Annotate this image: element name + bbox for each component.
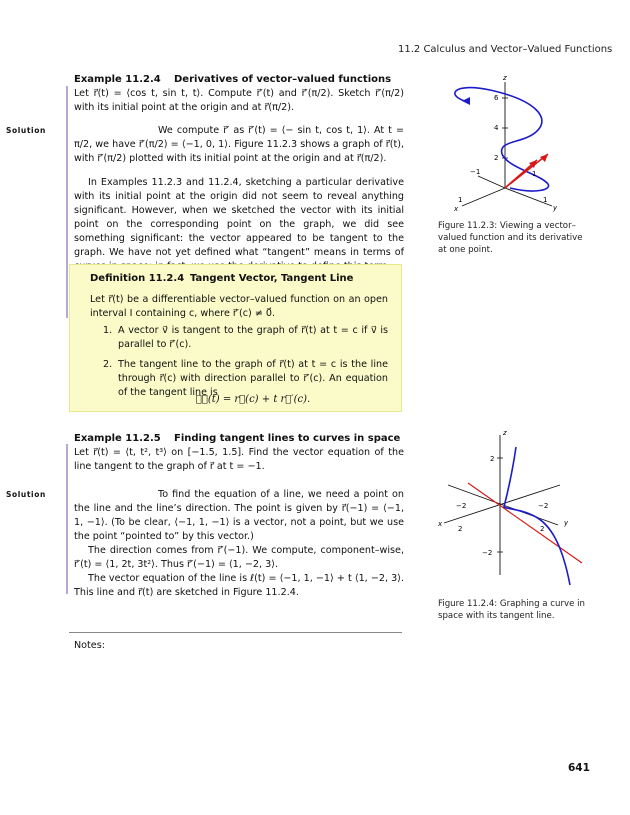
solution-text: We compute r⃗′ as r⃗′(t) = ⟨− sin t, cos t, 1⟩. At t = π/2, we have r⃗′(π/2) = ⟨−1, 0, 1⟩. Figure 11.2.3 shows a graph of r⃗(t), with r⃗′(π/2) plotted with its initial point at the origin and at r⃗(π/2). bbox=[74, 125, 404, 164]
example-sideline bbox=[66, 86, 68, 318]
discussion-paragraph: In Examples 11.2.3 and 11.2.4, sketching a particular derivative with its initial point at the origin did not seem to reveal anything significant. However, when we sketched the vector with its initial point on the corresponding point on the graph, we did see something significant: the vector appeared to be tangent to the graph. We have not yet defined what “tangent” means in terms of bbox=[74, 177, 404, 258]
definition-intro: Let r⃗(t) be a differentiable vector–valued function on an open interval I containing c, where r⃗′(c) ≠ 0⃗. bbox=[90, 294, 388, 319]
y-tick-label-1a: 1 bbox=[532, 170, 537, 178]
neg-x-axis bbox=[478, 176, 505, 188]
page-number: 641 bbox=[568, 762, 590, 774]
example2-statement: Let r⃗(t) = ⟨t, t², t³⟩ on [−1.5, 1.5]. Find the vector equation of the line tangent to the graph of r⃗ at t = −1. bbox=[74, 447, 404, 472]
x-axis bbox=[462, 188, 505, 206]
space-curve bbox=[504, 447, 570, 585]
z-axis-label: z bbox=[503, 429, 507, 437]
definition-box bbox=[69, 264, 402, 412]
definition-item2: The tangent line to the graph of r⃗(t) at t = c is the line through r⃗(c) with direction parallel to r⃗′(c). An equation of the tangent line is bbox=[118, 359, 388, 398]
curve-arrow-icon bbox=[462, 97, 470, 105]
figure1-caption: Figure 11.2.3: Viewing a vector–valued function and its derivative at one point. bbox=[438, 221, 583, 255]
example-number: Example 11.2.4 bbox=[74, 74, 161, 85]
definition-item1: A vector v⃗ is tangent to the graph of r⃗(t) at t = c if v⃗ is parallel to r⃗′(c). bbox=[118, 325, 388, 350]
notes-label: Notes: bbox=[74, 640, 105, 651]
example-statement: Let r⃗(t) = ⟨cos t, sin t, t⟩. Compute r⃗′(t) and r⃗′(π/2). Sketch r⃗′(π/2) with its initial point at the origin and at r⃗(π/2). bbox=[74, 88, 404, 113]
z-tick-label-6: 6 bbox=[494, 94, 499, 102]
x-tick-label: 1 bbox=[458, 196, 463, 204]
z-tick-label-neg2: −2 bbox=[482, 549, 493, 557]
example2-sideline bbox=[66, 444, 68, 594]
definition-heading bbox=[90, 273, 353, 284]
z-tick-label-4: 4 bbox=[494, 124, 499, 132]
example2-heading bbox=[74, 433, 400, 444]
definition-item1-number: 1. bbox=[103, 325, 113, 336]
definition-title: Tangent Vector, Tangent Line bbox=[190, 273, 354, 284]
example2-solution-p2: The direction comes from r⃗′(−1). We compute, component–wise, r⃗′(t) = ⟨1, 2t, 3t²⟩. Thus r⃗′(−1) = ⟨1, −2, 3⟩. bbox=[74, 545, 404, 570]
z-axis-label: z bbox=[503, 74, 507, 82]
solution2-text: To find the equation of a line, we need a point on the line and the line’s direction. The point is given by r⃗(−1) = ⟨−1, 1, −1⟩. (To be clear, ⟨−1, 1, −1⟩ is a vector, not a point, but we use the point “pointed to” by this vector.) bbox=[74, 489, 404, 542]
x-axis-label: x bbox=[438, 520, 443, 528]
example2-solution-p3: The vector equation of the line is ℓ(t) = ⟨−1, 1, −1⟩ + t ⟨1, −2, 3⟩. This line and r⃗(t) are sketched in Figure 11.2.4. bbox=[74, 573, 404, 598]
solution-label: Solution bbox=[6, 126, 46, 135]
example2-title: Finding tangent lines to curves in space bbox=[174, 433, 401, 444]
y-tick-label-2: 2 bbox=[540, 525, 545, 533]
vector-arrowhead-icon bbox=[540, 154, 548, 162]
solution2-label: Solution bbox=[6, 490, 46, 499]
example-solution bbox=[6, 124, 404, 166]
neg-x-tick-label: −1 bbox=[470, 168, 481, 176]
figure2-caption: Figure 11.2.4: Graphing a curve in space with its tangent line. bbox=[438, 599, 585, 621]
x-axis-label: x bbox=[454, 205, 459, 213]
tangent-figure bbox=[430, 425, 600, 590]
z-tick-label-2: 2 bbox=[490, 455, 495, 463]
helix-figure bbox=[440, 70, 575, 215]
z-tick-label-2: 2 bbox=[494, 154, 499, 162]
example2-number: Example 11.2.5 bbox=[74, 433, 161, 444]
y-axis-label: y bbox=[564, 519, 569, 527]
definition-item2-number: 2. bbox=[103, 359, 113, 370]
x-tick-label-2: 2 bbox=[458, 525, 463, 533]
example-heading bbox=[74, 74, 391, 85]
definition-number: Definition 11.2.4 bbox=[90, 273, 185, 284]
tangent-line-equation: ℓ⃗(t) = r⃗(c) + t r⃗′(c). bbox=[195, 394, 311, 405]
running-head: 11.2 Calculus and Vector–Valued Functions bbox=[398, 44, 613, 55]
y-tick-label: 1 bbox=[543, 196, 548, 204]
y-tick-label-neg2: −2 bbox=[538, 502, 549, 510]
example-title: Derivatives of vector–valued functions bbox=[174, 74, 392, 85]
notes-divider bbox=[69, 632, 402, 633]
example2-solution-p1 bbox=[6, 488, 404, 544]
x-tick-label-neg2: −2 bbox=[456, 502, 467, 510]
y-axis-label: y bbox=[553, 204, 558, 212]
